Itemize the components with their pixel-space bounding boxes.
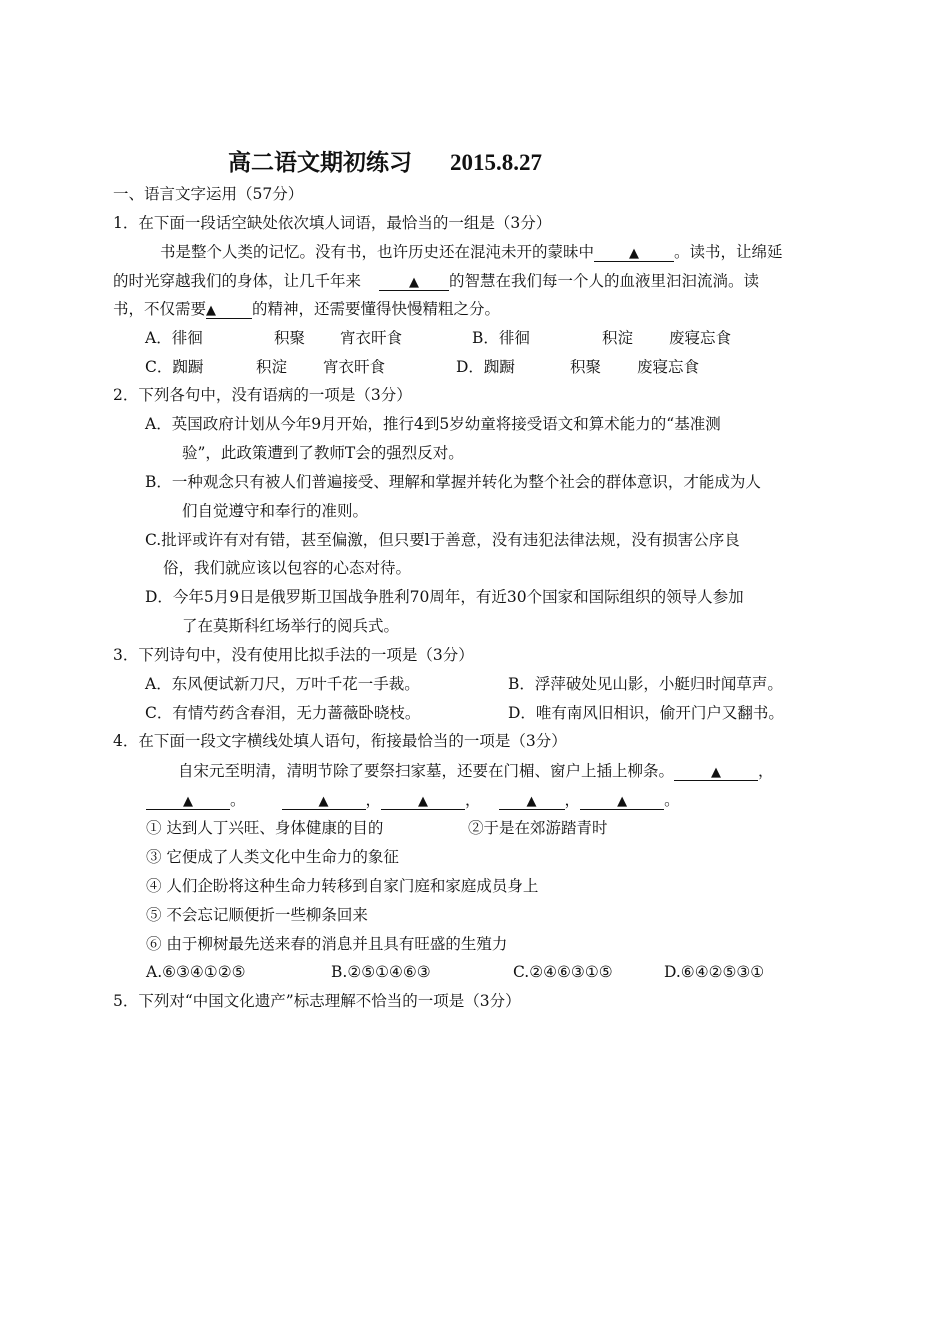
q1-option-a-word2: 积聚 (274, 329, 306, 347)
triangle-icon: ▲ (206, 303, 217, 318)
q2-option-d-cont: 了在莫斯科红场举行的阅兵式。 (182, 617, 400, 635)
q5-stem: 5．下列对“中国文化遗产”标志理解不恰当的一项是（3分） (113, 992, 521, 1010)
q3-stem: 3．下列诗句中，没有使用比拟手法的一项是（3分） (113, 646, 474, 664)
q1-option-b-word3: 废寝忘食 (669, 329, 732, 347)
answer-blank[interactable] (674, 762, 758, 781)
q2-option-a[interactable]: A．英国政府计划从今年9月开始，推行4到5岁幼童将接受语文和算术能力的“基准测 (145, 415, 721, 433)
q4-passage-line2: ▲ 。 ▲ ， ▲ ， ▲ ， ▲ 。 (146, 790, 680, 810)
q4-passage-line1: 自宋元至明清，清明节除了要祭扫家墓，还要在门楣、窗户上插上柳条。 ▲ ， (178, 762, 774, 780)
q3-option-a[interactable]: A．东风便试新刀尺，万叶千花一手裁。 (145, 675, 420, 693)
section-heading: 一、语言文字运用（57分） (113, 185, 304, 203)
q3-option-b[interactable]: B．浮萍破处见山影，小艇归时闻草声。 (508, 675, 783, 693)
answer-blank[interactable] (146, 791, 230, 810)
answer-blank[interactable] (282, 791, 366, 810)
q4-option-b[interactable]: B.②⑤①④⑥③ (331, 963, 431, 981)
answer-blank[interactable] (594, 243, 674, 262)
triangle-icon: ▲ (183, 794, 193, 809)
title-text: 高二语文期初练习 (228, 149, 412, 176)
triangle-icon: ▲ (617, 794, 628, 809)
answer-blank[interactable] (206, 300, 252, 319)
q1-option-b[interactable]: B．徘徊 (472, 329, 530, 347)
q1-passage-line3: 书，不仅需要▲ 的精神，还需要懂得快慢精粗之分。 (113, 300, 501, 318)
q2-option-c-cont: 俗，我们就应该以包容的心态对待。 (163, 559, 412, 577)
q2-option-b-cont: 们自觉遵守和奉行的准则。 (182, 502, 369, 520)
triangle-icon: ▲ (418, 794, 429, 809)
q2-option-c[interactable]: C.批评或许有对有错，甚至偏激，但只要l于善意，没有违犯法律法规，没有损害公序良 (145, 531, 740, 549)
triangle-icon: ▲ (711, 765, 722, 780)
q2-option-d[interactable]: D．今年5月9日是俄罗斯卫国战争胜利70周年，有近30个国家和国际组织的领导人参加 (145, 588, 744, 606)
answer-blank[interactable] (379, 272, 449, 291)
q1-option-c[interactable]: C．踟蹰 (145, 358, 204, 376)
q1-option-a-word3: 宵衣旰食 (340, 329, 403, 347)
q4-item-3: ③ 它便成了人类文化中生命力的象征 (146, 848, 399, 866)
q2-stem: 2．下列各句中，没有语病的一项是（3分） (113, 386, 412, 404)
answer-blank[interactable] (580, 791, 664, 810)
triangle-icon: ▲ (526, 794, 537, 809)
triangle-icon: ▲ (629, 246, 640, 261)
triangle-icon: ▲ (409, 275, 420, 290)
q2-option-a-cont: 验”，此政策遭到了教师T会的强烈反对。 (182, 444, 464, 462)
answer-blank[interactable] (499, 791, 565, 810)
q1-option-d-word3: 废寝忘食 (637, 358, 700, 376)
q1-passage-line1: 书是整个人类的记忆。没有书，也许历史还在混沌未开的蒙昧中 ▲ 。读书，让绵延 (160, 243, 783, 261)
q4-item-5: ⑤ 不会忘记顺便折一些柳条回来 (146, 906, 368, 924)
q1-option-d-word2: 积聚 (570, 358, 602, 376)
page-title (228, 148, 542, 178)
q1-option-d[interactable]: D．踟蹰 (456, 358, 515, 376)
q3-option-c[interactable]: C．有情芍药含春泪，无力蔷薇卧晓枝。 (145, 704, 421, 722)
q3-option-d[interactable]: D．唯有南风旧相识，偷开门户又翻书。 (508, 704, 784, 722)
q4-item-2: ②于是在郊游踏青时 (468, 819, 608, 837)
q1-option-a[interactable]: A．徘徊 (145, 329, 203, 347)
exam-date: 2015.8.27 (450, 150, 542, 175)
q4-item-4: ④ 人们企盼将这种生命力转移到自家门庭和家庭成员身上 (146, 877, 539, 895)
q2-option-b[interactable]: B．一种观念只有被人们普遍接受、理解和掌握并转化为整个社会的群体意识，才能成为人 (145, 473, 761, 491)
triangle-icon: ▲ (318, 794, 329, 809)
q1-passage-line2: 的时光穿越我们的身体，让几千年来 ▲ 的智慧在我们每一个人的血液里汩汩流淌。读 (113, 272, 760, 290)
q4-option-a[interactable]: A.⑥③④①②⑤ (146, 963, 246, 981)
q4-option-c[interactable]: C.②④⑥③①⑤ (513, 963, 613, 981)
q1-option-b-word2: 积淀 (602, 329, 634, 347)
q4-item-1: ① 达到人丁兴旺、身体健康的目的 (146, 819, 384, 837)
q1-option-c-word2: 积淀 (256, 358, 288, 376)
q4-item-6: ⑥ 由于柳树最先送来春的消息并且具有旺盛的生殖力 (146, 935, 508, 953)
answer-blank[interactable] (381, 791, 465, 810)
q4-option-d[interactable]: D.⑥④②⑤③① (664, 963, 765, 981)
q1-option-c-word3: 宵衣旰食 (323, 358, 386, 376)
q4-stem: 4．在下面一段文字横线处填人语句，衔接最恰当的一项是（3分） (113, 732, 567, 750)
q1-stem: 1．在下面一段话空缺处依次填人词语，最恰当的一组是（3分） (113, 214, 552, 232)
